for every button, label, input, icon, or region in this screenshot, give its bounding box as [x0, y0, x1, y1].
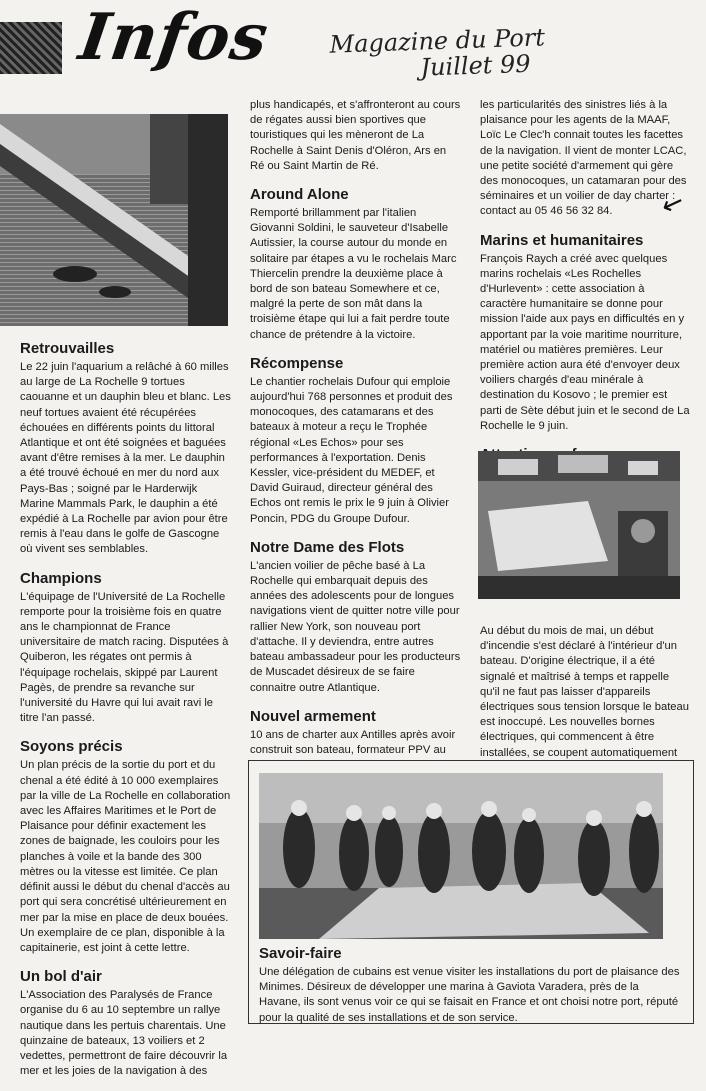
savoir-faire-body: Une délégation de cubains est venue visiter les installations du port de plaisance des Minimes. Désireux de développer une marina à Gaviota Varadera, près de la Havane, ils sont venus voir ce qui se faisait en France et ont choisi notre port, réputé pour la qualité de ses installations et de son service.	[259, 966, 680, 1024]
burnt-interior-photo	[478, 451, 680, 599]
savoir-faire-heading: Savoir-faire	[259, 945, 342, 962]
column-3	[480, 98, 690, 788]
retrouvailles-heading: Retrouvailles	[20, 340, 115, 357]
attention-feu-body: Au début du mois de mai, un début d'incendie s'est déclaré à l'intérieur d'un bateau. D'origine électrique, il a été signalé et maîtrisé à temps et rappelle qu'il ne faut pas laisser d'appareils électriques sous tension lorsque le bateau est inoccupé. Les nouvelles bornes électriques, qui commencent à être installées, se coupent automatiquement	[480, 625, 689, 759]
savoir-faire-box	[248, 760, 694, 1024]
corner-photo	[0, 22, 62, 74]
notre-dame-body: L'ancien voilier de pêche basé à La Rochelle qui embarquait depuis des années des adolescents pour de longues navigations vient de quitter notre ville pour rallier New York, son nouveau port d'attache. Il y deviendra, entre autres bateau ambassadeur pour les producteurs de Muscadet désireux de se faire connaitre outre Atlantique.	[250, 559, 461, 694]
around-alone-body: Remporté brillamment par l'italien Giovanni Soldini, le sauveteur d'Isabelle Autissier, la course autour du monde en solitaire par étapes a vu le rochelais Marc Thiercelin prendre la deuxième place à bord de son bateau Somewhere et ce, malgré la perte de son mât dans la troisième étape qui lui a fait perdre toute chance de prétendre à la victoire.	[250, 207, 457, 341]
infos-logo: Infos	[74, 0, 274, 75]
column-2	[250, 98, 462, 785]
column-1	[20, 340, 232, 1091]
champions-body: L'équipage de l'Université de La Rochelle remporte pour la troisième fois en quatre ans le championnat de France universitaire de match racing. Disputées à Quiberon, les régates ont permis à l'équipage rochelais, skippé par Laurent Pagès, de prendre sa revanche sur l'université du Havre qui lui avait ravi le titre l'an passé.	[20, 590, 229, 725]
soyons-precis-body: Un plan précis de la sortie du port et du chenal a été édité à 10 000 exemplaires par la ville de La Rochelle en collaboration avec les Affaires Maritimes et le Port de Plaisance pour définir exactement les zones de baignade, les couloirs pour les planches à voile et la bande des 300 mètres ou la vitesse est limitée. Ce plan définit aussi le début du chenal d'accès au port qui sera concrétisé ultérieurement en mer par la mise en place de deux bouées. Un exemplaire de ce plan, disponible à la capitainerie, est joint à cette lettre.	[20, 759, 231, 954]
marins-heading: Marins et humanitaires	[480, 231, 644, 249]
bol-dair-continued: plus handicapés, et s'affronteront au cours de régates aussi bien sportives que touristiques qui les mèneront de La Rochelle à Saint Denis d'Oléron, Ars en Ré ou Saint Martin de Ré.	[250, 99, 461, 172]
recompense-body: Le chantier rochelais Dufour qui emploie aujourd'hui 768 personnes et produit des monocoques, des catamarans et des bateaux à moteur a reçu le Trophée régional «Les Echos» pour ses performances à l'exportation. Denis Kessler, vice-président du MEDEF, et David Guiraud, directeur général des Echos ont remis le prix le 9 juin à Olivier Poncin, PDG du Groupe Dufour.	[250, 375, 453, 525]
nouvel-armement-body: 10 ans de charter aux Antilles après avoir construit son bateau, formateur PPV au	[250, 728, 456, 756]
handwritten-note	[329, 24, 546, 83]
retrouvailles-body: Le 22 juin l'aquarium a relâché à 60 milles au large de La Rochelle 9 tortues caouanne et un dauphin bleu et blanc. Les neuf tortues avaient été récupérées échouées en différents points du littoral Atlantique et ont été soignées et baguées avant d'être remises à la mer. Le dauphin a été trouvé échoué en mer du nord aux Pays-Bas ; soigné par le Harderwijk Marine Mammals Park, le dauphin a été expédié à La Rochelle par avion pour être remis à l'eau dans le golfe de Gascogne où vivent ses semblables.	[20, 361, 231, 556]
notre-dame-heading: Notre Dame des Flots	[250, 538, 405, 556]
delegation-photo	[259, 773, 663, 939]
bol-dair-body: L'Association des Paralysés de France organise du 6 au 10 septembre un rallye nautique dans les pertuis charentais. Une quinzaine de bateaux, 13 voiliers et 2 vedettes, permettront de faire découvrir la mer et les joies de la navigation à des	[20, 989, 228, 1078]
around-alone-heading: Around Alone	[250, 186, 349, 204]
champions-heading: Champions	[20, 569, 102, 587]
bol-dair-heading: Un bol d'air	[20, 968, 102, 986]
nouvel-armement-heading: Nouvel armement	[250, 707, 376, 725]
recompense-heading: Récompense	[250, 354, 344, 372]
marins-body: François Raych a créé avec quelques marins rochelais «Les Rochelles d'Hurlevent» : cette association à caractère humanitaire se donne pour mission l'aide aux pays en difficultés en y apportant par la voie maritime nourriture, matériel ou matières premières. Leur première action aura été d'envoyer deux voiliers chargés d'eau minérale à destination du Kosovo ; le premier est parti de Sète début juin et le second de La Rochelle le 9 juin.	[480, 252, 690, 432]
handwritten-arrow-icon: ↙	[657, 185, 689, 221]
handwritten-line-2: Juillet 99	[419, 49, 532, 82]
dolphin-release-photo	[0, 114, 228, 326]
savoir-faire-text	[259, 945, 683, 1038]
handwritten-line-1: Magazine du Port	[329, 23, 546, 59]
nouvel-armement-continued: les particularités des sinistres liés à la plaisance pour les agents de la MAAF, Loïc Le Clec'h connait toutes les facettes de la navigation. Il vient de monter LCAC, une petite société d'armement qui gère des monocoques, un catamaran pour des séminaires et un voilier de day charter : contact au 05 46 56 32 84.	[480, 99, 687, 218]
soyons-precis-heading: Soyons précis	[20, 738, 123, 756]
